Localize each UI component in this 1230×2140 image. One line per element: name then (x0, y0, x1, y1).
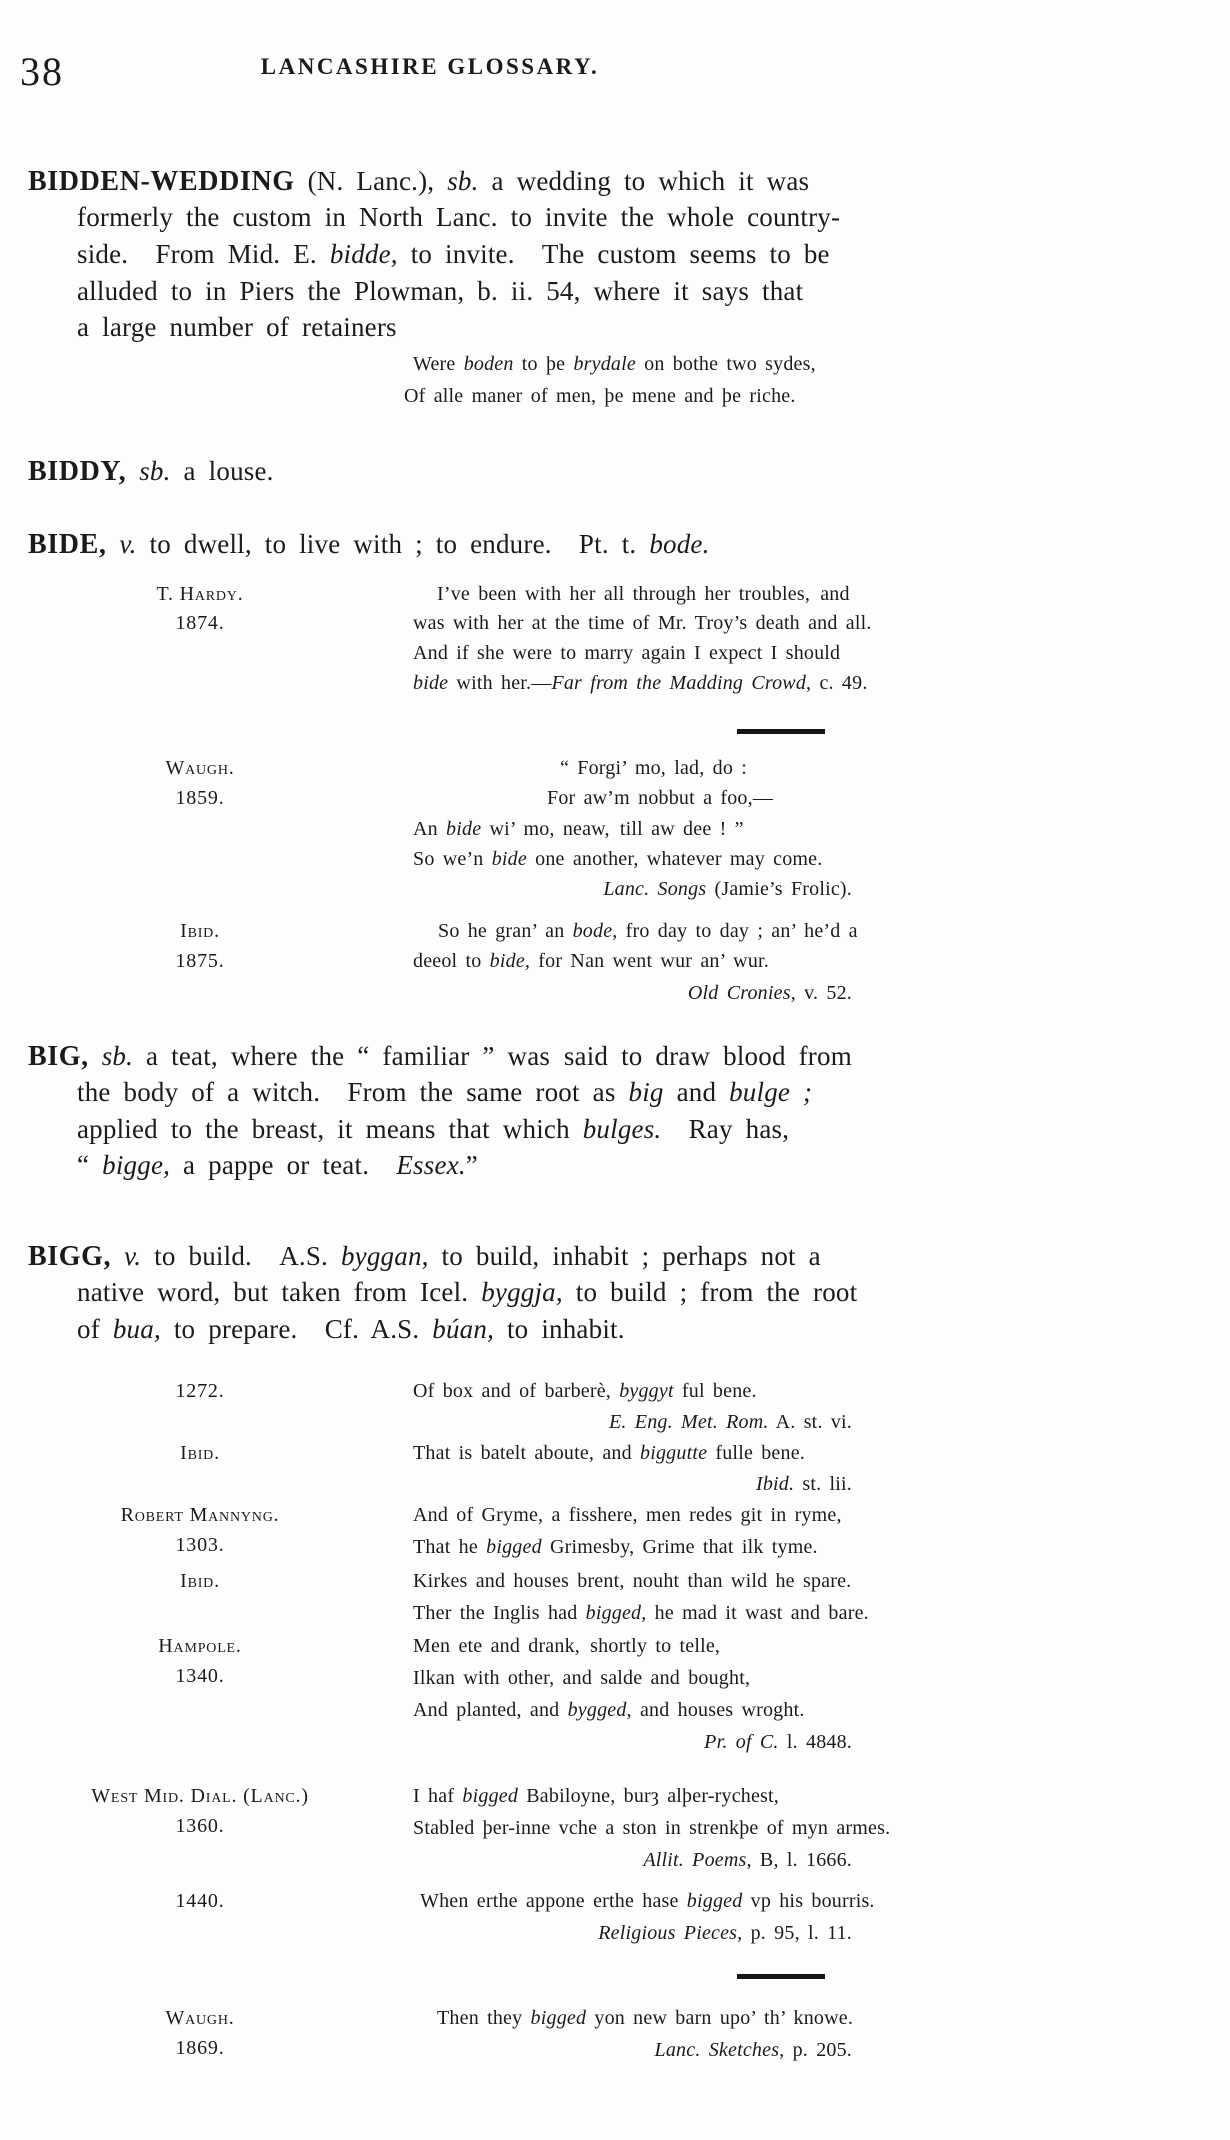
citation-label: Ibid. (180, 920, 220, 942)
verse-quotation-line: That he bigged Grimesby, Grime that ilk tyme. (413, 1536, 818, 1558)
verse-quotation-line: “ Forgi’ mo, lad, do : (560, 757, 747, 779)
verse-quotation-line: So we’n bide one another, whatever may come. (413, 848, 823, 870)
quotation-line: bide with her.—Far from the Madding Crowd, c. 49. (413, 672, 868, 694)
entry-headword-line-bigg: BIGG, v. to build. A.S. byggan, to build, inhabit ; perhaps not a (28, 1241, 821, 1272)
entry-text-line: side. From Mid. E. bidde, to invite. The custom seems to be (77, 239, 830, 269)
source-reference-line: E. Eng. Met. Rom. A. st. vi. (608, 1411, 852, 1433)
verse-quotation-line: Kirkes and houses brent, nouht than wild he spare. (413, 1570, 852, 1592)
page-header-title: LANCASHIRE GLOSSARY. (260, 54, 600, 79)
entry-text-line: applied to the breast, it means that which bulges. Ray has, (77, 1114, 790, 1144)
entry-text-line: formerly the custom in North Lanc. to invite the whole country- (77, 202, 841, 232)
verse-quotation-line: An bide wi’ mo, neaw, till aw dee ! ” (413, 818, 744, 840)
quotation-line: So he gran’ an bode, fro day to day ; an’ he’d a (438, 920, 858, 942)
citation-label: West Mid. Dial. (Lanc.) (91, 1785, 309, 1807)
verse-quotation-line: Were boden to þe brydale on bothe two sydes, (413, 353, 816, 375)
quotation-line: Then they bigged yon new barn upo’ th’ knowe. (437, 2007, 854, 2029)
entry-text-line: the body of a witch. From the same root as big and bulge ; (77, 1077, 813, 1107)
verse-quotation-line: For aw’m nobbut a foo,— (547, 787, 774, 809)
source-reference-line: Lanc. Songs (Jamie’s Frolic). (603, 878, 852, 900)
verse-quotation-line: Men ete and drank, shortly to telle, (413, 1635, 721, 1657)
source-reference-line: Old Cronies, v. 52. (687, 982, 852, 1004)
citation-label: Robert Mannyng. (120, 1504, 280, 1526)
source-reference-line: Allit. Poems, B, l. 1666. (643, 1849, 852, 1871)
quotation-line: I’ve been with her all through her troubles, and (437, 583, 850, 605)
entry-text-line: alluded to in Piers the Plowman, b. ii. 54, where it says that (77, 276, 804, 306)
verse-quotation-line: And planted, and bygged, and houses wroght. (413, 1699, 805, 1721)
verse-quotation-line: When erthe appone erthe hase bigged vp his bourris. (420, 1890, 875, 1912)
citation-label: 1875. (175, 950, 225, 972)
quotation-line: was with her at the time of Mr. Troy’s death and all. (413, 612, 872, 634)
verse-quotation-line: I haf bigged Babiloyne, burȝ alþer-rychest, (413, 1785, 779, 1807)
entry-headword-line-biddy: BIDDY, sb. a louse. (28, 456, 274, 487)
verse-quotation-line: Ilkan with other, and salde and bought, (413, 1667, 751, 1689)
source-reference-line: Ibid. st. lii. (755, 1473, 852, 1495)
page-number: 38 (20, 49, 64, 94)
citation-label: T. Hardy. (156, 583, 244, 605)
citation-label: 1272. (175, 1380, 225, 1402)
quotation-line: That is batelt aboute, and biggutte fulle bene. (413, 1442, 805, 1464)
citation-label: 1859. (175, 787, 225, 809)
entry-text-line: native word, but taken from Icel. byggja, to build ; from the root (77, 1277, 858, 1307)
citation-label: 1874. (175, 612, 225, 634)
source-reference-line: Pr. of C. l. 4848. (704, 1731, 852, 1753)
source-reference-line: Religious Pieces, p. 95, l. 11. (598, 1922, 852, 1944)
section-divider-rule (737, 1974, 825, 1979)
entry-headword-line-bidden-wedding: BIDDEN-WEDDING (N. Lanc.), sb. a wedding to which it was (28, 166, 810, 197)
citation-label: 1360. (175, 1815, 225, 1837)
verse-quotation-line: Stabled þer-inne vche a ston in strenkþe of myn armes. (413, 1817, 891, 1839)
citation-label: Waugh. (165, 757, 235, 779)
citation-label: Waugh. (165, 2007, 235, 2029)
verse-quotation-line: Of alle maner of men, þe mene and þe riche. (404, 385, 796, 407)
citation-label: 1869. (175, 2037, 225, 2059)
quotation-line: deeol to bide, for Nan went wur an’ wur. (413, 950, 769, 972)
entry-text-line: “ bigge, a pappe or teat. Essex.” (77, 1150, 478, 1180)
entry-text-line: a large number of retainers (77, 312, 397, 342)
section-divider-rule (737, 729, 825, 734)
citation-label: Ibid. (180, 1570, 220, 1592)
citation-label: 1440. (175, 1890, 225, 1912)
entry-headword-line-big: BIG, sb. a teat, where the “ familiar ” was said to draw blood from (28, 1041, 852, 1072)
quotation-line: And if she were to marry again I expect I should (413, 642, 841, 664)
citation-label: 1340. (175, 1665, 225, 1687)
citation-label: Hampole. (158, 1635, 242, 1657)
source-reference-line: Lanc. Sketches, p. 205. (654, 2039, 852, 2061)
entry-text-line: of bua, to prepare. Cf. A.S. búan, to inhabit. (77, 1314, 625, 1344)
citation-label: 1303. (175, 1534, 225, 1556)
verse-quotation-line: And of Gryme, a fisshere, men redes git in ryme, (413, 1504, 842, 1526)
quotation-line: Of box and of barberè, byggyt ful bene. (413, 1380, 757, 1402)
entry-headword-line-bide: BIDE, v. to dwell, to live with ; to endure. Pt. t. bode. (28, 529, 710, 560)
verse-quotation-line: Ther the Inglis had bigged, he mad it wast and bare. (413, 1602, 869, 1624)
citation-label: Ibid. (180, 1442, 220, 1464)
